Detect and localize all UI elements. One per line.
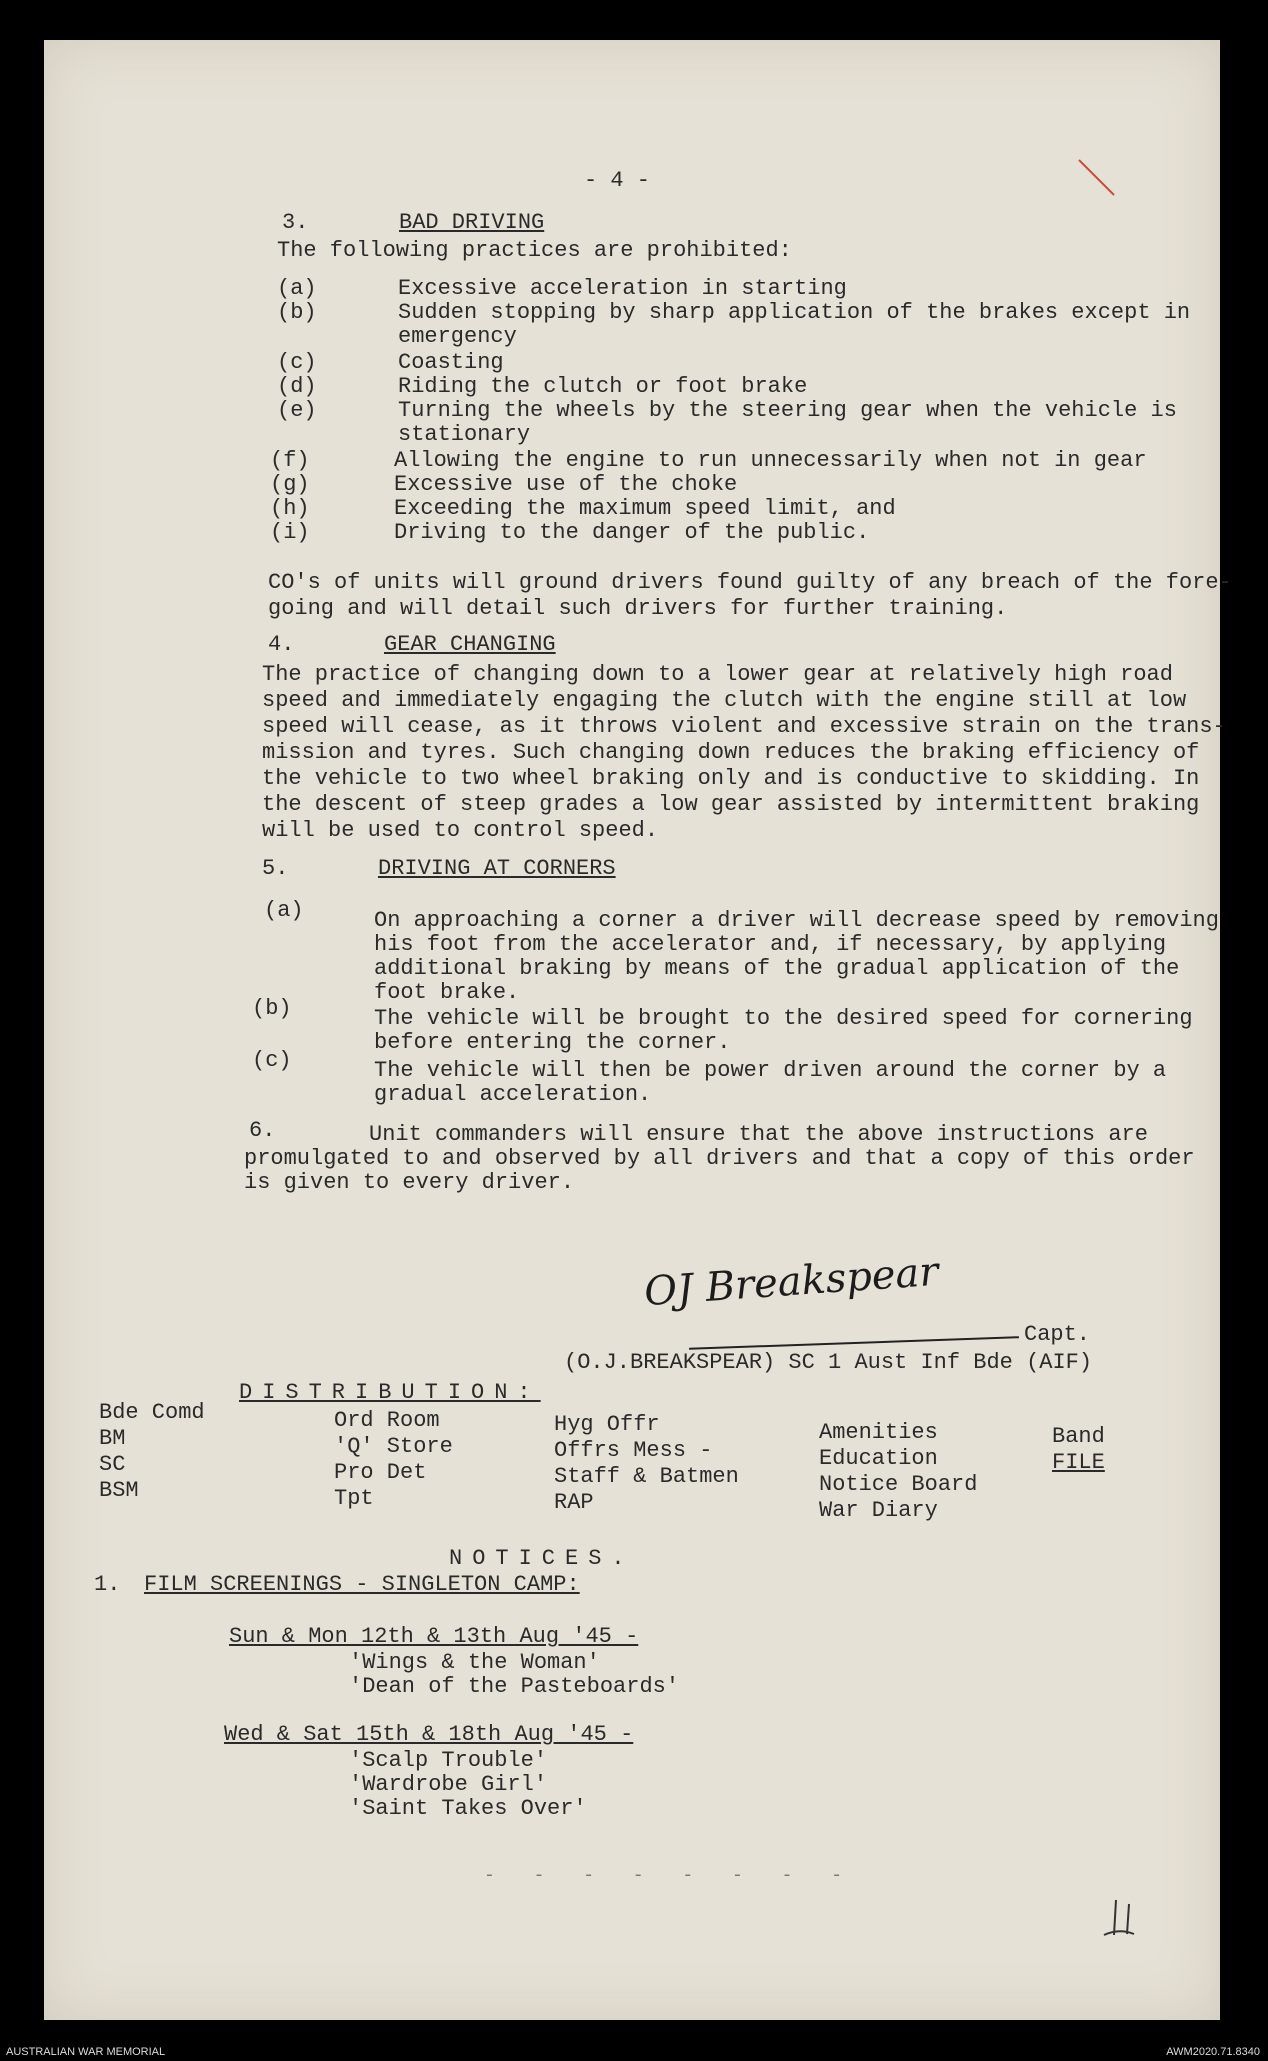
list-item-text: Exceeding the maximum speed limit, and — [394, 496, 896, 521]
paragraph-line: mission and tyres. Such changing down reduces the braking efficiency of — [262, 740, 1200, 765]
film-title: 'Wings & the Woman' — [349, 1650, 600, 1675]
paragraph-line: speed and immediately engaging the clutch with the engine still at low — [262, 688, 1187, 713]
signature-rank: Capt. — [1024, 1322, 1091, 1347]
notice-title: FILM SCREENINGS - SINGLETON CAMP: — [144, 1572, 580, 1597]
list-item-text: Driving to the danger of the public. — [394, 520, 870, 545]
section-3-closing-line: CO's of units will ground drivers found guilty of any breach of the fore- — [268, 570, 1232, 595]
film-title: 'Saint Takes Over' — [349, 1796, 587, 1821]
paragraph-line: is given to every driver. — [244, 1170, 575, 1195]
list-item-text: Turning the wheels by the steering gear when the vehicle is — [398, 398, 1177, 423]
film-title: 'Scalp Trouble' — [349, 1748, 548, 1773]
handwritten-signature: OJ Breakspear — [642, 1248, 940, 1316]
list-item-label: (c) — [277, 350, 317, 375]
section-3-closing-line: going and will detail such drivers for further training. — [268, 596, 1008, 621]
list-item-label: (a) — [264, 898, 304, 923]
list-item-label: (e) — [277, 398, 317, 423]
film-title: 'Dean of the Pasteboards' — [349, 1674, 680, 1699]
section-3-number: 3. — [282, 210, 309, 235]
signature-name-line: (O.J.BREAKSPEAR) SC 1 Aust Inf Bde (AIF) — [564, 1350, 1093, 1375]
pencil-mark-icon — [1094, 1890, 1144, 1950]
list-item-text: Excessive acceleration in starting — [398, 276, 847, 301]
paragraph-line: gradual acceleration. — [374, 1082, 652, 1107]
list-item-continuation: emergency — [398, 324, 517, 349]
section-6-number: 6. — [249, 1118, 276, 1143]
paragraph-line: foot brake. — [374, 980, 520, 1005]
section-4-heading: GEAR CHANGING — [384, 632, 556, 657]
paragraph-line: will be used to control speed. — [262, 818, 659, 843]
distribution-entry: Tpt — [334, 1486, 374, 1511]
signature-line — [689, 1336, 1019, 1350]
list-item-label: (b) — [277, 300, 317, 325]
paragraph-line: The vehicle will then be power driven around the corner by a — [374, 1058, 1167, 1083]
list-item-text: Coasting — [398, 350, 504, 375]
distribution-entry: Education — [819, 1446, 938, 1471]
distribution-entry: BSM — [99, 1478, 139, 1503]
section-4-number: 4. — [268, 632, 295, 657]
footer-accession-number: AWM2020.71.8340 — [1166, 2046, 1260, 2058]
paragraph-line: additional braking by means of the gradual application of the — [374, 956, 1180, 981]
pen-mark-icon — [1074, 155, 1124, 205]
section-3-heading: BAD DRIVING — [399, 210, 545, 235]
paragraph-line: The practice of changing down to a lower gear at relatively high road — [262, 662, 1173, 687]
list-item-label: (i) — [270, 520, 310, 545]
paragraph-line: On approaching a corner a driver will decrease speed by removing — [374, 908, 1219, 933]
distribution-entry: Ord Room — [334, 1408, 440, 1433]
paragraph-line: The vehicle will be brought to the desired speed for cornering — [374, 1006, 1193, 1031]
list-item-label: (c) — [252, 1048, 292, 1073]
divider: - - - - - - - - — [484, 1866, 857, 1886]
list-item-label: (h) — [270, 496, 310, 521]
distribution-entry: Notice Board — [819, 1472, 978, 1497]
footer-institution: AUSTRALIAN WAR MEMORIAL — [6, 2046, 166, 2058]
paragraph-line: the descent of steep grades a low gear assisted by intermittent braking — [262, 792, 1200, 817]
distribution-entry: Hyg Offr — [554, 1412, 660, 1437]
screening-dates: Sun & Mon 12th & 13th Aug '45 - — [229, 1624, 639, 1649]
list-item-label: (d) — [277, 374, 317, 399]
distribution-entry: RAP — [554, 1490, 594, 1515]
paragraph-line: the vehicle to two wheel braking only and is conductive to skidding. In — [262, 766, 1200, 791]
distribution-entry: Staff & Batmen — [554, 1464, 739, 1489]
distribution-entry: FILE — [1052, 1450, 1105, 1475]
list-item-continuation: stationary — [398, 422, 531, 447]
distribution-entry: BM — [99, 1426, 126, 1451]
distribution-entry: 'Q' Store — [334, 1434, 453, 1459]
list-item-label: (b) — [252, 996, 292, 1021]
list-item-text: Allowing the engine to run unnecessarily when not in gear — [394, 448, 1147, 473]
notices-heading: NOTICES. — [449, 1546, 635, 1571]
paragraph-line: speed will cease, as it throws violent and excessive strain on the trans- — [262, 714, 1226, 739]
paragraph-line: Unit commanders will ensure that the above instructions are — [369, 1122, 1148, 1147]
distribution-entry: Amenities — [819, 1420, 938, 1445]
list-item-text: Riding the clutch or foot brake — [398, 374, 808, 399]
paragraph-line: promulgated to and observed by all drivers and that a copy of this order — [244, 1146, 1195, 1171]
paragraph-line: his foot from the accelerator and, if necessary, by applying — [374, 932, 1167, 957]
distribution-entry: Offrs Mess - — [554, 1438, 713, 1463]
section-5-heading: DRIVING AT CORNERS — [378, 856, 616, 881]
document-page — [44, 40, 1232, 2020]
paragraph-line: before entering the corner. — [374, 1030, 731, 1055]
list-item-text: Excessive use of the choke — [394, 472, 738, 497]
section-3-intro: The following practices are prohibited: — [277, 238, 792, 263]
list-item-label: (f) — [270, 448, 310, 473]
distribution-entry: Pro Det — [334, 1460, 427, 1485]
list-item-label: (a) — [277, 276, 317, 301]
distribution-entry: SC — [99, 1452, 126, 1477]
distribution-entry: Band — [1052, 1424, 1105, 1449]
page-number: - 4 - — [584, 168, 651, 193]
film-title: 'Wardrobe Girl' — [349, 1772, 548, 1797]
section-5-number: 5. — [262, 856, 289, 881]
list-item-label: (g) — [270, 472, 310, 497]
distribution-heading: DISTRIBUTION: — [239, 1380, 541, 1405]
notice-number: 1. — [94, 1572, 121, 1597]
list-item-text: Sudden stopping by sharp application of the brakes except in — [398, 300, 1191, 325]
screening-dates: Wed & Sat 15th & 18th Aug '45 - — [224, 1722, 634, 1747]
distribution-entry: Bde Comd — [99, 1400, 205, 1425]
distribution-entry: War Diary — [819, 1498, 938, 1523]
